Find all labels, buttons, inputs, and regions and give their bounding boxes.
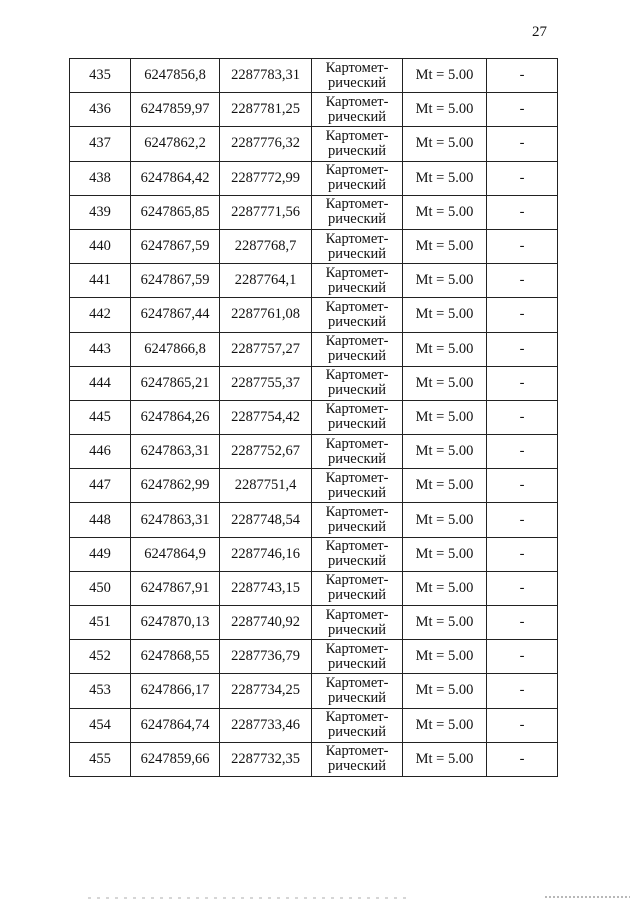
x-coordinate-cell: 6247866,17	[131, 674, 220, 708]
method-line-1: Картомет-	[325, 93, 389, 110]
accuracy-cell: Mt = 5.00	[403, 93, 487, 127]
method-line-1: Картомет-	[325, 162, 389, 179]
note-cell: -	[487, 127, 558, 161]
x-coordinate-cell: 6247864,9	[131, 537, 220, 571]
accuracy-cell: Mt = 5.00	[403, 469, 487, 503]
method-line-1: Картомет-	[325, 504, 389, 521]
table-row	[70, 503, 558, 537]
method-line-1: Картомет-	[325, 401, 389, 418]
method-line-2: рический	[327, 724, 387, 741]
accuracy-cell: Mt = 5.00	[403, 332, 487, 366]
table-row	[70, 742, 558, 776]
x-coordinate-cell: 6247859,97	[131, 93, 220, 127]
accuracy-cell: Mt = 5.00	[403, 298, 487, 332]
method-line-2: рический	[327, 142, 387, 159]
method-cell	[312, 708, 403, 742]
method-line-1: Картомет-	[325, 709, 389, 726]
note-cell: -	[487, 571, 558, 605]
page-number: 27	[532, 24, 547, 40]
table-row	[70, 59, 558, 93]
x-coordinate-cell: 6247859,66	[131, 742, 220, 776]
x-coordinate-cell: 6247868,55	[131, 640, 220, 674]
note-cell: -	[487, 161, 558, 195]
method-cell	[312, 127, 403, 161]
method-line-1: Картомет-	[325, 674, 389, 691]
method-line-2: рический	[327, 553, 387, 570]
y-coordinate-cell: 2287751,4	[220, 469, 312, 503]
method-cell	[312, 59, 403, 93]
x-coordinate-cell: 6247865,85	[131, 195, 220, 229]
scan-artifact-right	[545, 896, 630, 898]
accuracy-cell: Mt = 5.00	[403, 195, 487, 229]
method-cell	[312, 264, 403, 298]
point-number-cell: 446	[70, 435, 131, 469]
accuracy-cell: Mt = 5.00	[403, 640, 487, 674]
method-cell	[312, 469, 403, 503]
y-coordinate-cell: 2287755,37	[220, 366, 312, 400]
accuracy-cell: Mt = 5.00	[403, 435, 487, 469]
method-line-2: рический	[327, 519, 387, 536]
point-number-cell: 439	[70, 195, 131, 229]
x-coordinate-cell: 6247863,31	[131, 435, 220, 469]
table-row	[70, 435, 558, 469]
point-number-cell: 437	[70, 127, 131, 161]
y-coordinate-cell: 2287746,16	[220, 537, 312, 571]
table-row	[70, 708, 558, 742]
y-coordinate-cell: 2287772,99	[220, 161, 312, 195]
x-coordinate-cell: 6247866,8	[131, 332, 220, 366]
method-cell	[312, 571, 403, 605]
method-line-1: Картомет-	[325, 572, 389, 589]
point-number-cell: 440	[70, 229, 131, 263]
note-cell: -	[487, 93, 558, 127]
table-row	[70, 400, 558, 434]
method-line-2: рический	[327, 484, 387, 501]
accuracy-cell: Mt = 5.00	[403, 571, 487, 605]
method-line-2: рический	[327, 348, 387, 365]
accuracy-cell: Mt = 5.00	[403, 606, 487, 640]
note-cell: -	[487, 332, 558, 366]
accuracy-cell: Mt = 5.00	[403, 400, 487, 434]
point-number-cell: 444	[70, 366, 131, 400]
method-line-2: рический	[327, 245, 387, 262]
point-number-cell: 451	[70, 606, 131, 640]
accuracy-cell: Mt = 5.00	[403, 127, 487, 161]
method-cell	[312, 332, 403, 366]
method-line-1: Картомет-	[325, 538, 389, 555]
table-row	[70, 298, 558, 332]
point-number-cell: 453	[70, 674, 131, 708]
x-coordinate-cell: 6247864,74	[131, 708, 220, 742]
note-cell: -	[487, 708, 558, 742]
y-coordinate-cell: 2287743,15	[220, 571, 312, 605]
y-coordinate-cell: 2287771,56	[220, 195, 312, 229]
y-coordinate-cell: 2287733,46	[220, 708, 312, 742]
accuracy-cell: Mt = 5.00	[403, 161, 487, 195]
y-coordinate-cell: 2287754,42	[220, 400, 312, 434]
y-coordinate-cell: 2287761,08	[220, 298, 312, 332]
accuracy-cell: Mt = 5.00	[403, 674, 487, 708]
table-row	[70, 229, 558, 263]
table-row	[70, 93, 558, 127]
x-coordinate-cell: 6247867,91	[131, 571, 220, 605]
x-coordinate-cell: 6247863,31	[131, 503, 220, 537]
table-row	[70, 127, 558, 161]
method-line-2: рический	[327, 108, 387, 125]
note-cell: -	[487, 503, 558, 537]
method-cell	[312, 400, 403, 434]
accuracy-cell: Mt = 5.00	[403, 742, 487, 776]
method-line-1: Картомет-	[325, 333, 389, 350]
method-cell	[312, 606, 403, 640]
point-number-cell: 454	[70, 708, 131, 742]
method-cell	[312, 640, 403, 674]
table-row	[70, 366, 558, 400]
x-coordinate-cell: 6247862,99	[131, 469, 220, 503]
method-line-2: рический	[327, 211, 387, 228]
note-cell: -	[487, 298, 558, 332]
table-row	[70, 537, 558, 571]
note-cell: -	[487, 469, 558, 503]
coordinates-table	[69, 58, 558, 777]
point-number-cell: 435	[70, 59, 131, 93]
method-line-1: Картомет-	[325, 196, 389, 213]
method-cell	[312, 93, 403, 127]
x-coordinate-cell: 6247864,42	[131, 161, 220, 195]
x-coordinate-cell: 6247864,26	[131, 400, 220, 434]
point-number-cell: 448	[70, 503, 131, 537]
x-coordinate-cell: 6247867,44	[131, 298, 220, 332]
y-coordinate-cell: 2287781,25	[220, 93, 312, 127]
method-cell	[312, 229, 403, 263]
x-coordinate-cell: 6247856,8	[131, 59, 220, 93]
method-cell	[312, 298, 403, 332]
method-cell	[312, 366, 403, 400]
y-coordinate-cell: 2287752,67	[220, 435, 312, 469]
method-line-1: Картомет-	[325, 367, 389, 384]
method-line-2: рический	[327, 621, 387, 638]
method-line-2: рический	[327, 382, 387, 399]
method-line-2: рический	[327, 279, 387, 296]
method-cell	[312, 195, 403, 229]
method-line-2: рический	[327, 313, 387, 330]
accuracy-cell: Mt = 5.00	[403, 264, 487, 298]
point-number-cell: 449	[70, 537, 131, 571]
method-line-2: рический	[327, 416, 387, 433]
table-row	[70, 469, 558, 503]
method-line-1: Картомет-	[325, 435, 389, 452]
method-line-2: рический	[327, 450, 387, 467]
note-cell: -	[487, 229, 558, 263]
method-cell	[312, 503, 403, 537]
method-line-1: Картомет-	[325, 127, 389, 144]
y-coordinate-cell: 2287783,31	[220, 59, 312, 93]
point-number-cell: 447	[70, 469, 131, 503]
note-cell: -	[487, 435, 558, 469]
method-cell	[312, 435, 403, 469]
note-cell: -	[487, 59, 558, 93]
note-cell: -	[487, 640, 558, 674]
method-line-1: Картомет-	[325, 743, 389, 760]
table-row	[70, 640, 558, 674]
note-cell: -	[487, 742, 558, 776]
x-coordinate-cell: 6247865,21	[131, 366, 220, 400]
accuracy-cell: Mt = 5.00	[403, 366, 487, 400]
note-cell: -	[487, 606, 558, 640]
scan-artifact	[88, 897, 408, 899]
method-cell	[312, 161, 403, 195]
point-number-cell: 455	[70, 742, 131, 776]
y-coordinate-cell: 2287736,79	[220, 640, 312, 674]
x-coordinate-cell: 6247867,59	[131, 264, 220, 298]
method-line-2: рический	[327, 758, 387, 775]
note-cell: -	[487, 537, 558, 571]
point-number-cell: 441	[70, 264, 131, 298]
method-line-2: рический	[327, 655, 387, 672]
method-cell	[312, 742, 403, 776]
method-line-2: рический	[327, 177, 387, 194]
accuracy-cell: Mt = 5.00	[403, 537, 487, 571]
method-line-1: Картомет-	[325, 640, 389, 657]
note-cell: -	[487, 264, 558, 298]
point-number-cell: 450	[70, 571, 131, 605]
method-line-2: рический	[327, 587, 387, 604]
y-coordinate-cell: 2287732,35	[220, 742, 312, 776]
note-cell: -	[487, 674, 558, 708]
accuracy-cell: Mt = 5.00	[403, 503, 487, 537]
y-coordinate-cell: 2287740,92	[220, 606, 312, 640]
coordinates-table-body	[70, 59, 558, 777]
accuracy-cell: Mt = 5.00	[403, 229, 487, 263]
method-cell	[312, 537, 403, 571]
point-number-cell: 438	[70, 161, 131, 195]
table-row	[70, 571, 558, 605]
table-row	[70, 332, 558, 366]
table-row	[70, 674, 558, 708]
point-number-cell: 445	[70, 400, 131, 434]
method-line-1: Картомет-	[325, 59, 389, 76]
method-line-1: Картомет-	[325, 230, 389, 247]
note-cell: -	[487, 400, 558, 434]
method-line-2: рический	[327, 74, 387, 91]
table-row	[70, 161, 558, 195]
y-coordinate-cell: 2287776,32	[220, 127, 312, 161]
table-row	[70, 195, 558, 229]
y-coordinate-cell: 2287748,54	[220, 503, 312, 537]
point-number-cell: 436	[70, 93, 131, 127]
x-coordinate-cell: 6247870,13	[131, 606, 220, 640]
method-line-1: Картомет-	[325, 264, 389, 281]
point-number-cell: 452	[70, 640, 131, 674]
y-coordinate-cell: 2287734,25	[220, 674, 312, 708]
y-coordinate-cell: 2287757,27	[220, 332, 312, 366]
x-coordinate-cell: 6247862,2	[131, 127, 220, 161]
method-line-1: Картомет-	[325, 298, 389, 315]
accuracy-cell: Mt = 5.00	[403, 59, 487, 93]
point-number-cell: 443	[70, 332, 131, 366]
method-line-1: Картомет-	[325, 606, 389, 623]
note-cell: -	[487, 195, 558, 229]
y-coordinate-cell: 2287764,1	[220, 264, 312, 298]
table-row	[70, 264, 558, 298]
accuracy-cell: Mt = 5.00	[403, 708, 487, 742]
point-number-cell: 442	[70, 298, 131, 332]
y-coordinate-cell: 2287768,7	[220, 229, 312, 263]
method-line-1: Картомет-	[325, 469, 389, 486]
note-cell: -	[487, 366, 558, 400]
method-cell	[312, 674, 403, 708]
table-row	[70, 606, 558, 640]
x-coordinate-cell: 6247867,59	[131, 229, 220, 263]
method-line-2: рический	[327, 689, 387, 706]
